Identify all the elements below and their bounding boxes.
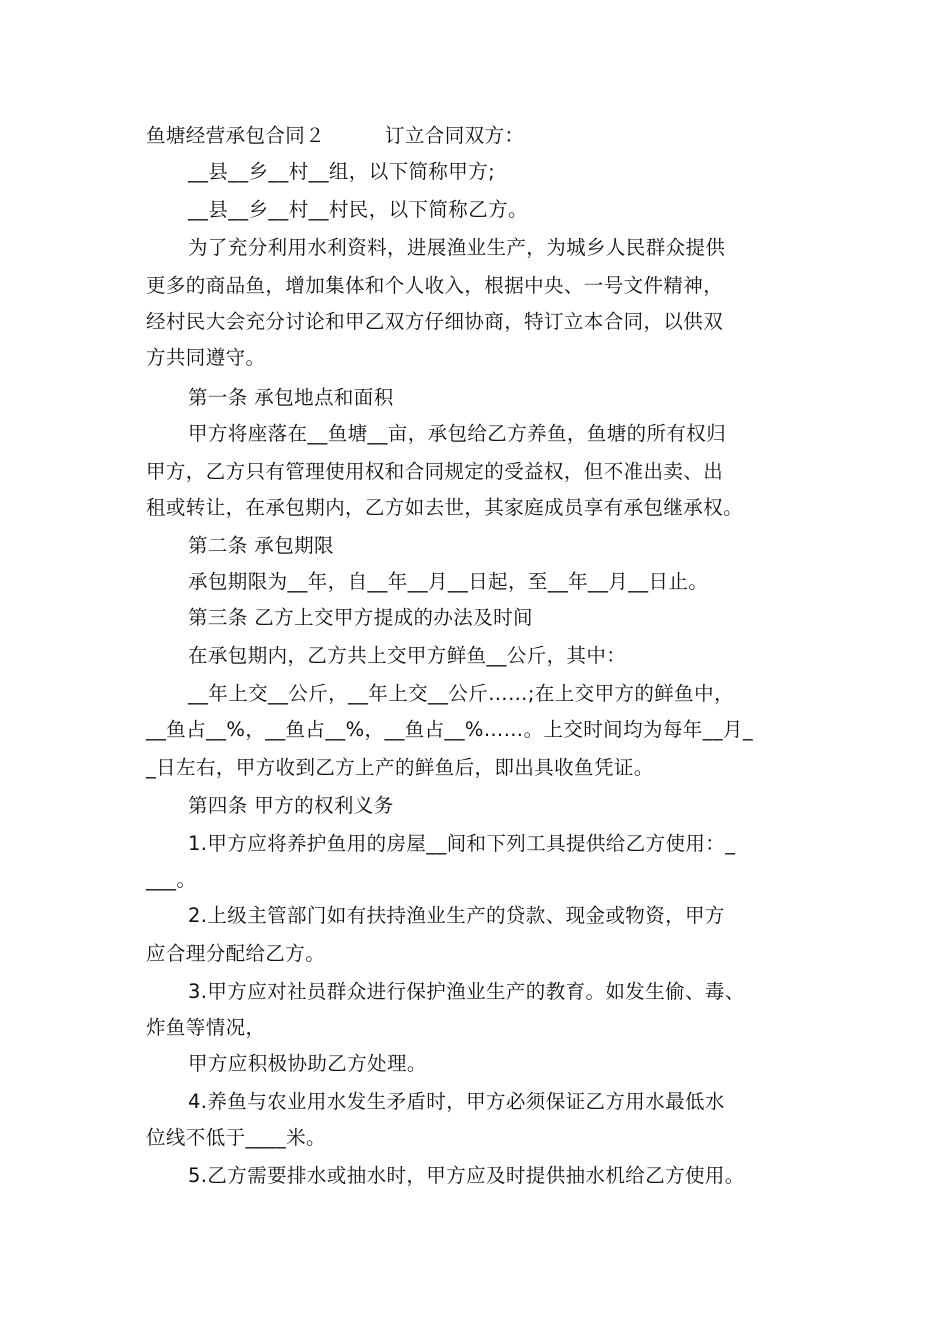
text-line: 4.养鱼与农业用水发生矛盾时，甲方必须保证乙方用水最低水 (188, 1090, 725, 1113)
text-line: 承包期限为__年，自__年__月__日起，至__年__月__日止。 (188, 570, 709, 593)
text-line: 更多的商品鱼，增加集体和个人收入，根据中央、一号文件精神， (146, 274, 724, 297)
text-line: 订立合同双方： (385, 124, 525, 147)
text-line: 租或转让，在承包期内，乙方如去世，其家庭成员享有承包继承权。 (146, 496, 744, 519)
text-line: 甲方将座落在__鱼塘__亩，承包给乙方养鱼，鱼塘的所有权归 (188, 422, 727, 445)
section-heading: 第二条 承包期限 (188, 534, 334, 557)
section-heading: 第一条 承包地点和面积 (188, 386, 394, 409)
text-line: 应合理分配给乙方。 (146, 942, 326, 965)
document-title: 鱼塘经营承包合同２ (146, 124, 326, 147)
text-line: __鱼占__%，__鱼占__%，__鱼占__%……。上交时间均为每年__月_ (146, 718, 754, 741)
text-line: 3.甲方应对社员群众进行保护渔业生产的教育。如发生偷、毒、 (188, 980, 745, 1003)
text-line: __县__乡__村__组，以下简称甲方; (188, 160, 496, 183)
text-line: 2.上级主管部门如有扶持渔业生产的贷款、现金或物资，甲方 (188, 904, 725, 927)
text-line: 炸鱼等情况， (146, 1016, 266, 1039)
text-line: 方共同遵守。 (146, 346, 266, 369)
text-line: __县__乡__村__村民，以下简称乙方。 (188, 198, 528, 221)
text-line: 1.甲方应将养护鱼用的房屋__间和下列工具提供给乙方使用：_ (188, 832, 736, 855)
text-line: ___。 (146, 868, 197, 891)
text-line: 位线不低于____米。 (146, 1126, 326, 1149)
text-line: _日左右，甲方收到乙方上产的鲜鱼后，即出具收鱼凭证。 (146, 756, 654, 779)
section-heading: 第四条 甲方的权利义务 (188, 794, 394, 817)
text-line: 在承包期内，乙方共上交甲方鲜鱼__公斤，其中： (188, 644, 627, 667)
text-line: 甲方，乙方只有管理使用权和合同规定的受益权，但不准出卖、出 (146, 460, 724, 483)
text-line: 甲方应积极协助乙方处理。 (188, 1052, 427, 1075)
section-heading: 第三条 乙方上交甲方提成的办法及时间 (188, 606, 533, 629)
text-line: 5.乙方需要排水或抽水时，甲方应及时提供抽水机给乙方使用。 (188, 1164, 745, 1187)
text-line: 为了充分利用水利资料，进展渔业生产，为城乡人民群众提供 (188, 236, 726, 259)
text-line: __年上交__公斤，__年上交__公斤……;在上交甲方的鲜鱼中， (188, 682, 734, 705)
text-line: 经村民大会充分讨论和甲乙双方仔细协商，特订立本合同，以供双 (146, 310, 724, 333)
